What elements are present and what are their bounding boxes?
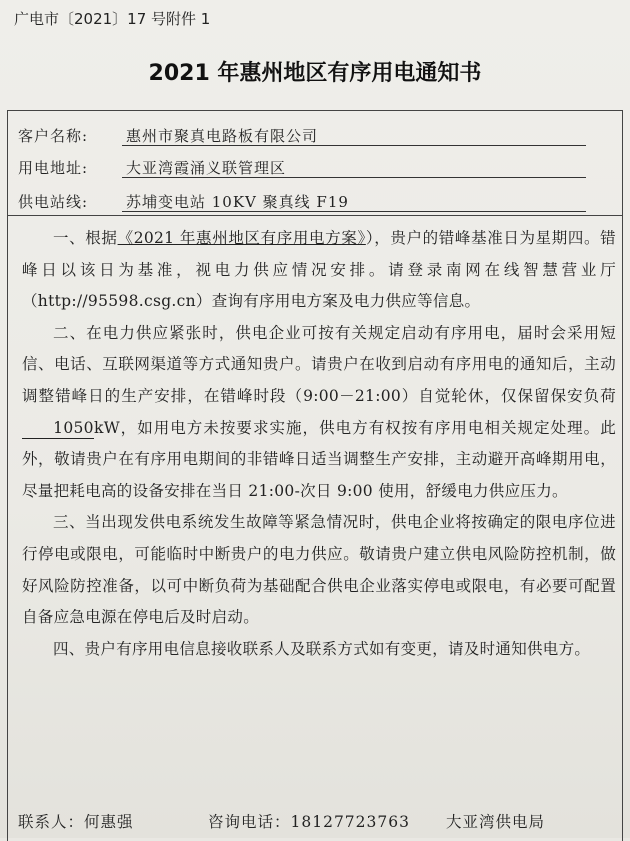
attachment-reference: 广电市〔2021〕17 号附件 1 [14, 10, 211, 28]
notice-box [7, 110, 623, 841]
issuing-bureau: 大亚湾供电局 [446, 813, 546, 831]
customer-name-row [18, 125, 319, 151]
customer-name-label: 客户名称: [18, 127, 89, 145]
divider [8, 215, 622, 216]
p1-text-a: 一、根据 [53, 229, 118, 247]
address-row [18, 157, 287, 183]
security-load-value: 1050 [22, 418, 94, 439]
p2-text-b: kW，如用电方未按要求实施，供电方有权按有序用电相关规定处理。此外，敬请贵户在有序用电期间的非错峰日适当调整生产安排，主动避开高峰期用电，尽量把耗电高的设备安排在当日 21:00-次日 9:00 使用，舒缓电力供应压力。 [22, 418, 616, 500]
consult-phone: 咨询电话：18127723763 [208, 813, 410, 831]
address-label: 用电地址: [18, 159, 89, 177]
notice-body [22, 223, 616, 665]
paragraph-2 [22, 318, 616, 508]
p1-text-b: ），贵户的错峰基准日为星期四。错峰日以该日为基准，视电力供应情况安排。请登录南网在线智慧营业厅（http://95598.csg.cn）查询有序用电方案及电力供应等信息。 [22, 229, 616, 311]
address-value: 大亚湾霞涌义联管理区 [122, 157, 586, 178]
paragraph-3: 三、当出现发供电系统发生故障等紧急情况时，供电企业将按确定的限电序位进行停电或限电，可能临时中断贵户的电力供应。敬请贵户建立供电风险防控机制，做好风险防控准备，以可中断负荷为基础配合供电企业落实停电或限电，有必要可配置自备应急电源在停电后及时启动。 [22, 513, 616, 627]
document-title: 2021 年惠州地区有序用电通知书 [148, 61, 482, 86]
plan-title: 《2021 年惠州地区有序用电方案》 [117, 229, 366, 247]
supply-line-row [18, 191, 349, 217]
contact-person: 联系人：何惠强 [18, 813, 134, 831]
customer-name-value: 惠州市聚真电路板有限公司 [122, 125, 586, 146]
supply-line-value: 苏埔变电站 10KV 聚真线 F19 [122, 191, 586, 212]
p2-text-a: 二、在电力供应紧张时，供电企业可按有关规定启动有序用电，届时会采用短信、电话、互联网渠道等方式通知贵户。请贵户在收到启动有序用电的通知后，主动调整错峰日的生产安排，在错峰时段（9:00－21:00）自觉轮休，仅保留保安负荷 [22, 323, 616, 405]
paragraph-4: 四、贵户有序用电信息接收联系人及联系方式如有变更，请及时通知供电方。 [53, 639, 591, 658]
paragraph-1 [22, 223, 616, 318]
supply-line-label: 供电站线: [18, 193, 89, 211]
